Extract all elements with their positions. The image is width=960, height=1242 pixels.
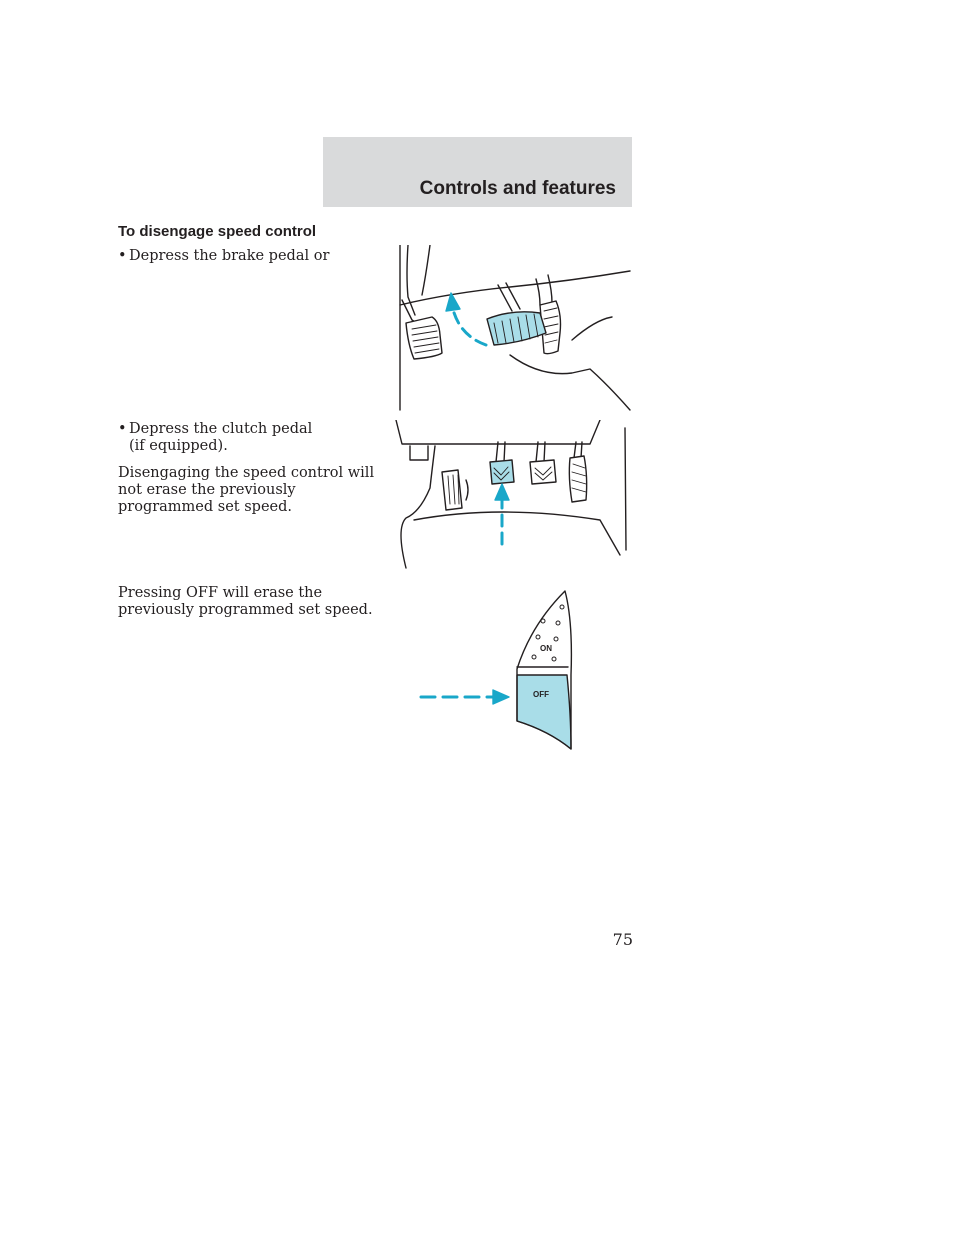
paragraph-line: previously programmed set speed. <box>118 602 373 618</box>
paragraph-line: not erase the previously <box>118 482 296 498</box>
upward-arrow-head <box>495 484 509 500</box>
bullet-marker: • <box>118 421 127 437</box>
accelerator-pedal <box>569 456 586 502</box>
floor-line <box>414 512 620 555</box>
off-label: OFF <box>533 690 549 699</box>
bullet-text-line: (if equipped). <box>129 438 228 454</box>
clutch-pedal-illustration <box>390 420 635 572</box>
clutch-pedal-highlighted <box>490 460 514 484</box>
left-kick-panel-line <box>401 446 435 568</box>
panel-block <box>410 446 428 460</box>
speed-control-switch-illustration <box>415 585 590 755</box>
bullet-text-line: Depress the clutch pedal <box>129 421 313 437</box>
clutch-pedal-pad <box>406 317 442 359</box>
steering-column-line <box>407 245 415 315</box>
paragraph-line: Disengaging the speed control will <box>118 465 375 481</box>
right-arrow-head <box>493 690 509 704</box>
clutch-arm <box>496 442 505 462</box>
off-button-highlighted <box>517 675 571 749</box>
brake-pedal-illustration <box>390 245 635 413</box>
bullet-text-line: Depress the brake pedal or <box>129 248 330 264</box>
right-panel-edge <box>625 428 626 550</box>
brake-arm <box>498 283 520 311</box>
paragraph-off-note <box>118 585 373 619</box>
paragraph-line: programmed set speed. <box>118 499 293 515</box>
small-curve <box>466 480 468 500</box>
on-label: ON <box>540 644 552 653</box>
page-header-title: Controls and features <box>419 178 616 199</box>
bullet-marker: • <box>118 248 127 264</box>
dash-lower-edge <box>396 420 600 444</box>
section-heading: To disengage speed control <box>118 223 317 240</box>
header-band <box>323 137 632 207</box>
column-line <box>422 245 430 295</box>
upward-arrow-shaft <box>452 305 486 345</box>
floor-line <box>510 355 630 410</box>
page-number: 75 <box>612 930 633 949</box>
accel-arm <box>536 275 552 305</box>
paragraph-disengage-note <box>118 465 374 516</box>
brake-arm <box>536 442 545 462</box>
paragraph-line: Pressing OFF will erase the <box>118 585 323 601</box>
brake-pedal-highlighted <box>487 312 546 345</box>
tunnel-line <box>572 317 612 340</box>
